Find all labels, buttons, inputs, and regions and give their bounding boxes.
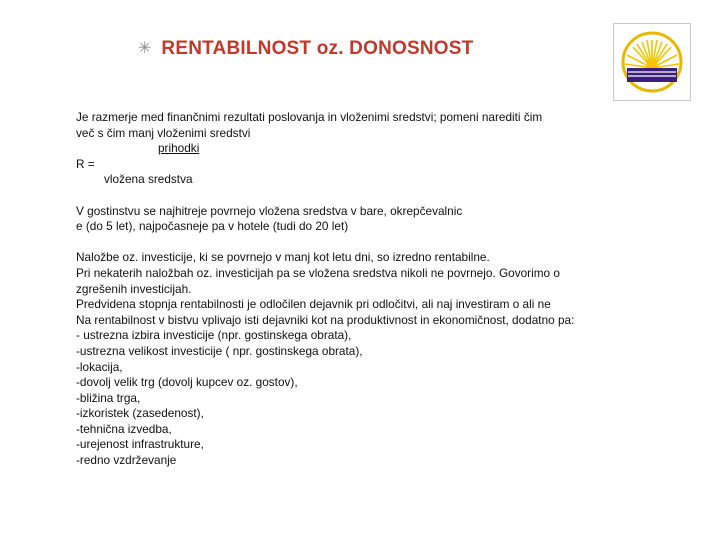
intro-line: več s čim manj vloženimi sredstvi <box>76 125 251 140</box>
text-line: Na rentabilnost v bistvu vplivajo isti dejavniki kot na produktivnost in ekonomičnost, dodatno pa: <box>76 312 575 327</box>
text-line: Predvidena stopnja rentabilnosti je odločilen dejavnik pri odločitvi, ali naj investiram o ali ne <box>76 297 551 312</box>
intro-line: Je razmerje med finančnimi rezultati poslovanja in vloženimi sredstvi; pomeni narediti čim <box>76 110 543 124</box>
sun-emblem-icon <box>614 24 690 100</box>
list-item: -izkoristek (zasedenost), <box>76 406 204 421</box>
text-line: zgrešenih investicijah. <box>76 281 192 296</box>
slide-body <box>76 110 666 469</box>
gostinstvo-line: V gostinstvu se najhitreje povrnejo vložena sredstva v bare, okrepčevalnic <box>76 203 463 218</box>
list-item: - ustrezna izbira investicije (npr. gostinskega obrata), <box>76 328 352 343</box>
list-item: -lokacija, <box>76 359 123 374</box>
asterisk-bullet-icon: ✳ <box>138 40 152 57</box>
formula-numerator: prihodki <box>158 141 200 156</box>
gostinstvo-line: e (do 5 let), najpočasneje pa v hotele (tudi do 20 let) <box>76 219 349 234</box>
logo <box>613 23 691 101</box>
list-item: -redno vzdrževanje <box>76 453 177 468</box>
text-line: Naložbe oz. investicije, ki se povrnejo v manj kot letu dni, so izredno rentabilne. <box>76 250 490 265</box>
slide-title <box>138 38 473 60</box>
list-item: -urejenost infrastrukture, <box>76 437 204 452</box>
list-item: -tehnična izvedba, <box>76 421 172 436</box>
text-line: Pri nekaterih naložbah oz. investicijah pa se vložena sredstva nikoli ne povrnejo. Govorimo o <box>76 265 560 280</box>
list-item: -ustrezna velikost investicije ( npr. gostinskega obrata), <box>76 343 363 358</box>
formula-lhs: R = <box>76 156 95 171</box>
list-item: -dovolj velik trg (dovolj kupcev oz. gostov), <box>76 375 298 390</box>
formula-denominator: vložena sredstva <box>104 172 193 187</box>
list-item: -bližina trga, <box>76 390 141 405</box>
page-title: RENTABILNOST oz. DONOSNOST <box>161 38 474 59</box>
